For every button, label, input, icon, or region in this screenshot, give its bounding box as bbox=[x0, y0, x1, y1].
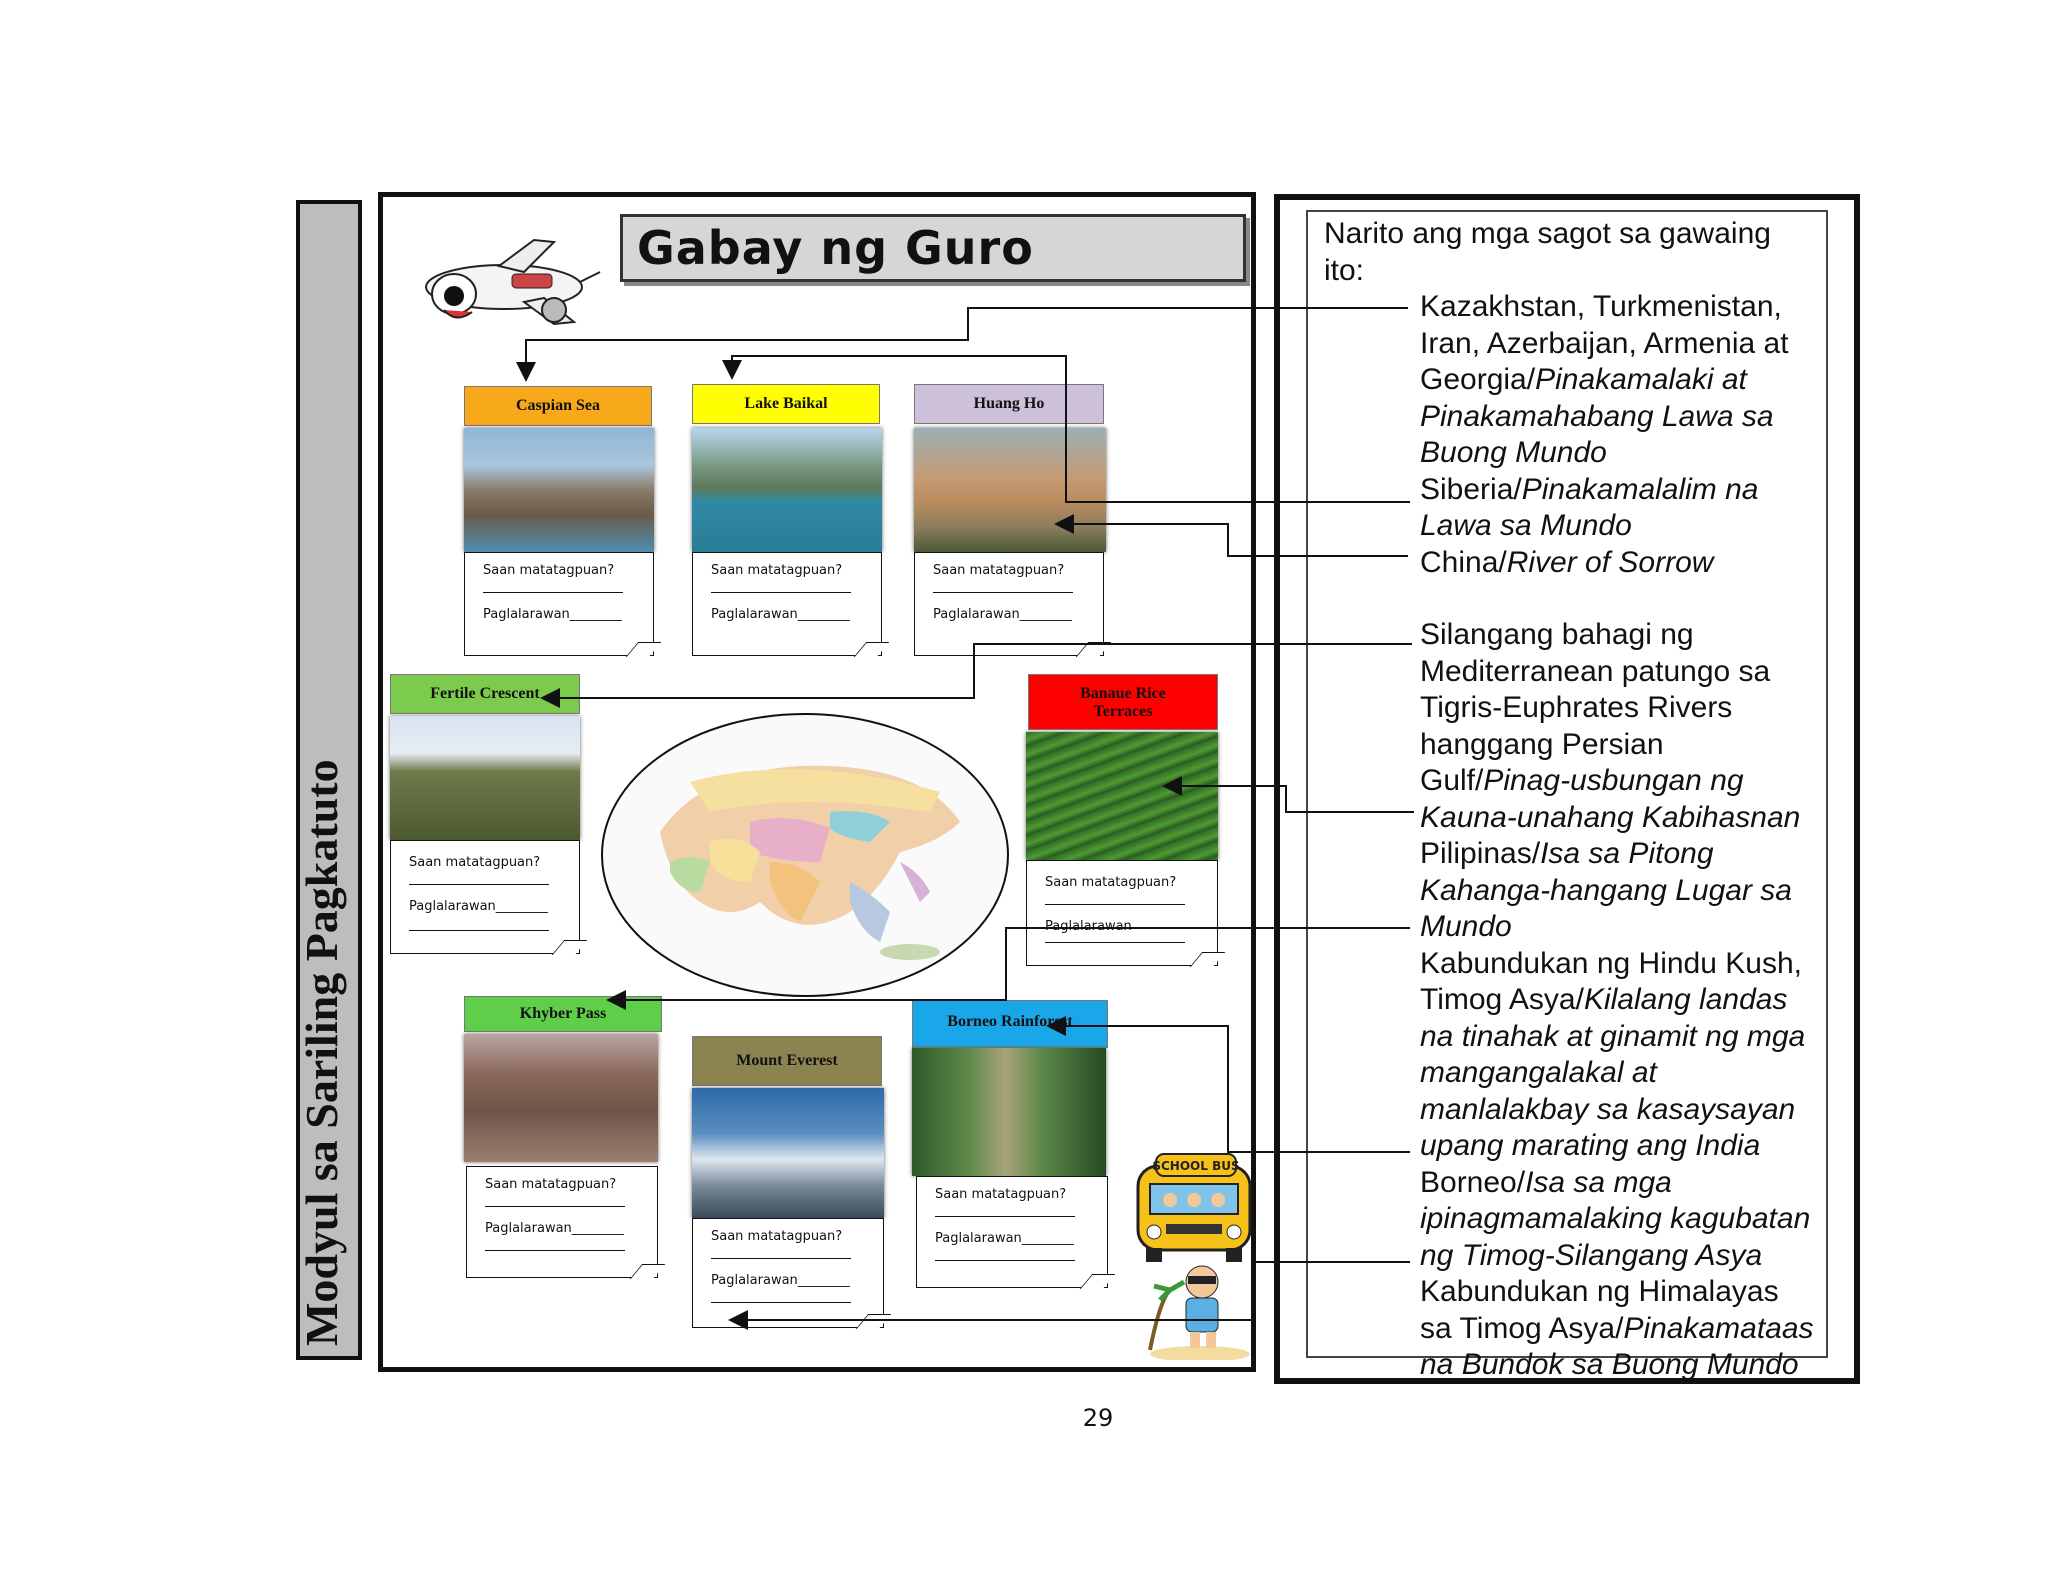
page-number: 29 bbox=[1082, 1404, 1114, 1432]
answer-item: Pilipinas/Isa sa Pitong Kahanga-hangang Lugar sa Mundo bbox=[1420, 837, 1792, 943]
answer-item: Borneo/Isa sa mga ipinagmamalaking kagubatan ng Timog-Silangang Asya bbox=[1420, 1165, 1811, 1272]
bus-sign: SCHOOL BUS bbox=[1152, 1159, 1240, 1173]
question-box-huang-ho: Saan matatagpuan? Paglalarawan________ bbox=[914, 552, 1104, 656]
card-label-khyber-pass: Khyber Pass bbox=[464, 996, 662, 1032]
card-label-lake-baikal: Lake Baikal bbox=[692, 384, 880, 424]
card-label-caspian-sea: Caspian Sea bbox=[464, 386, 652, 426]
page-title: Gabay ng Guro bbox=[620, 214, 1246, 282]
answer-item: Kabundukan ng Himalayas sa Timog Asya/Pinakamataas na Bundok sa Buong Mundo bbox=[1420, 1275, 1814, 1381]
answer-item: China/River of Sorrow bbox=[1420, 545, 1714, 579]
card-label-mount-everest: Mount Everest bbox=[692, 1036, 882, 1086]
side-label: Modyul sa Sariling Pagkatuto bbox=[296, 759, 347, 1346]
answer-intro: Narito ang mga sagot sa gawaing ito: bbox=[1324, 217, 1771, 287]
question-box-banaue: Saan matatagpuan? Paglalarawan bbox=[1026, 860, 1218, 966]
question-box-khyber: Saan matatagpuan? Paglalarawan________ bbox=[466, 1166, 658, 1278]
card-label-borneo: Borneo Rainforest bbox=[912, 1000, 1108, 1048]
card-label-huang-ho: Huang Ho bbox=[914, 384, 1104, 424]
card-label-fertile-crescent: Fertile Crescent bbox=[390, 674, 580, 714]
answer-list bbox=[1324, 216, 1814, 1384]
answer-item: Kazakhstan, Turkmenistan, Iran, Azerbaijan, Armenia at Georgia/Pinakamalaki at Pinakamahabang Lawa sa Buong Mundo bbox=[1420, 290, 1789, 469]
answer-item: Siberia/Pinakamalalim na Lawa sa Mundo bbox=[1420, 472, 1759, 542]
question-box-baikal: Saan matatagpuan? Paglalarawan________ bbox=[692, 552, 882, 656]
answer-item: Kabundukan ng Hindu Kush, Timog Asya/Kilalang landas na tinahak at ginamit ng mga mangangalakal at manlalakbay sa kasaysayan upang marating ang India bbox=[1420, 946, 1806, 1162]
card-label-banaue: Banaue Rice Terraces bbox=[1028, 674, 1218, 730]
question-box-caspian: Saan matatagpuan? Paglalarawan________ bbox=[464, 552, 654, 656]
question-box-borneo: Saan matatagpuan? Paglalarawan________ bbox=[916, 1176, 1108, 1288]
question-box-fertile-crescent: Saan matatagpuan? Paglalarawan________ bbox=[390, 840, 580, 954]
answer-item: Silangang bahagi ng Mediterranean patungo sa Tigris-Euphrates Rivers hanggang Persian Gulf/Pinag-usbungan ng Kauna-unahang Kabihasnan bbox=[1420, 618, 1801, 834]
question-box-everest: Saan matatagpuan? Paglalarawan________ bbox=[692, 1218, 884, 1328]
